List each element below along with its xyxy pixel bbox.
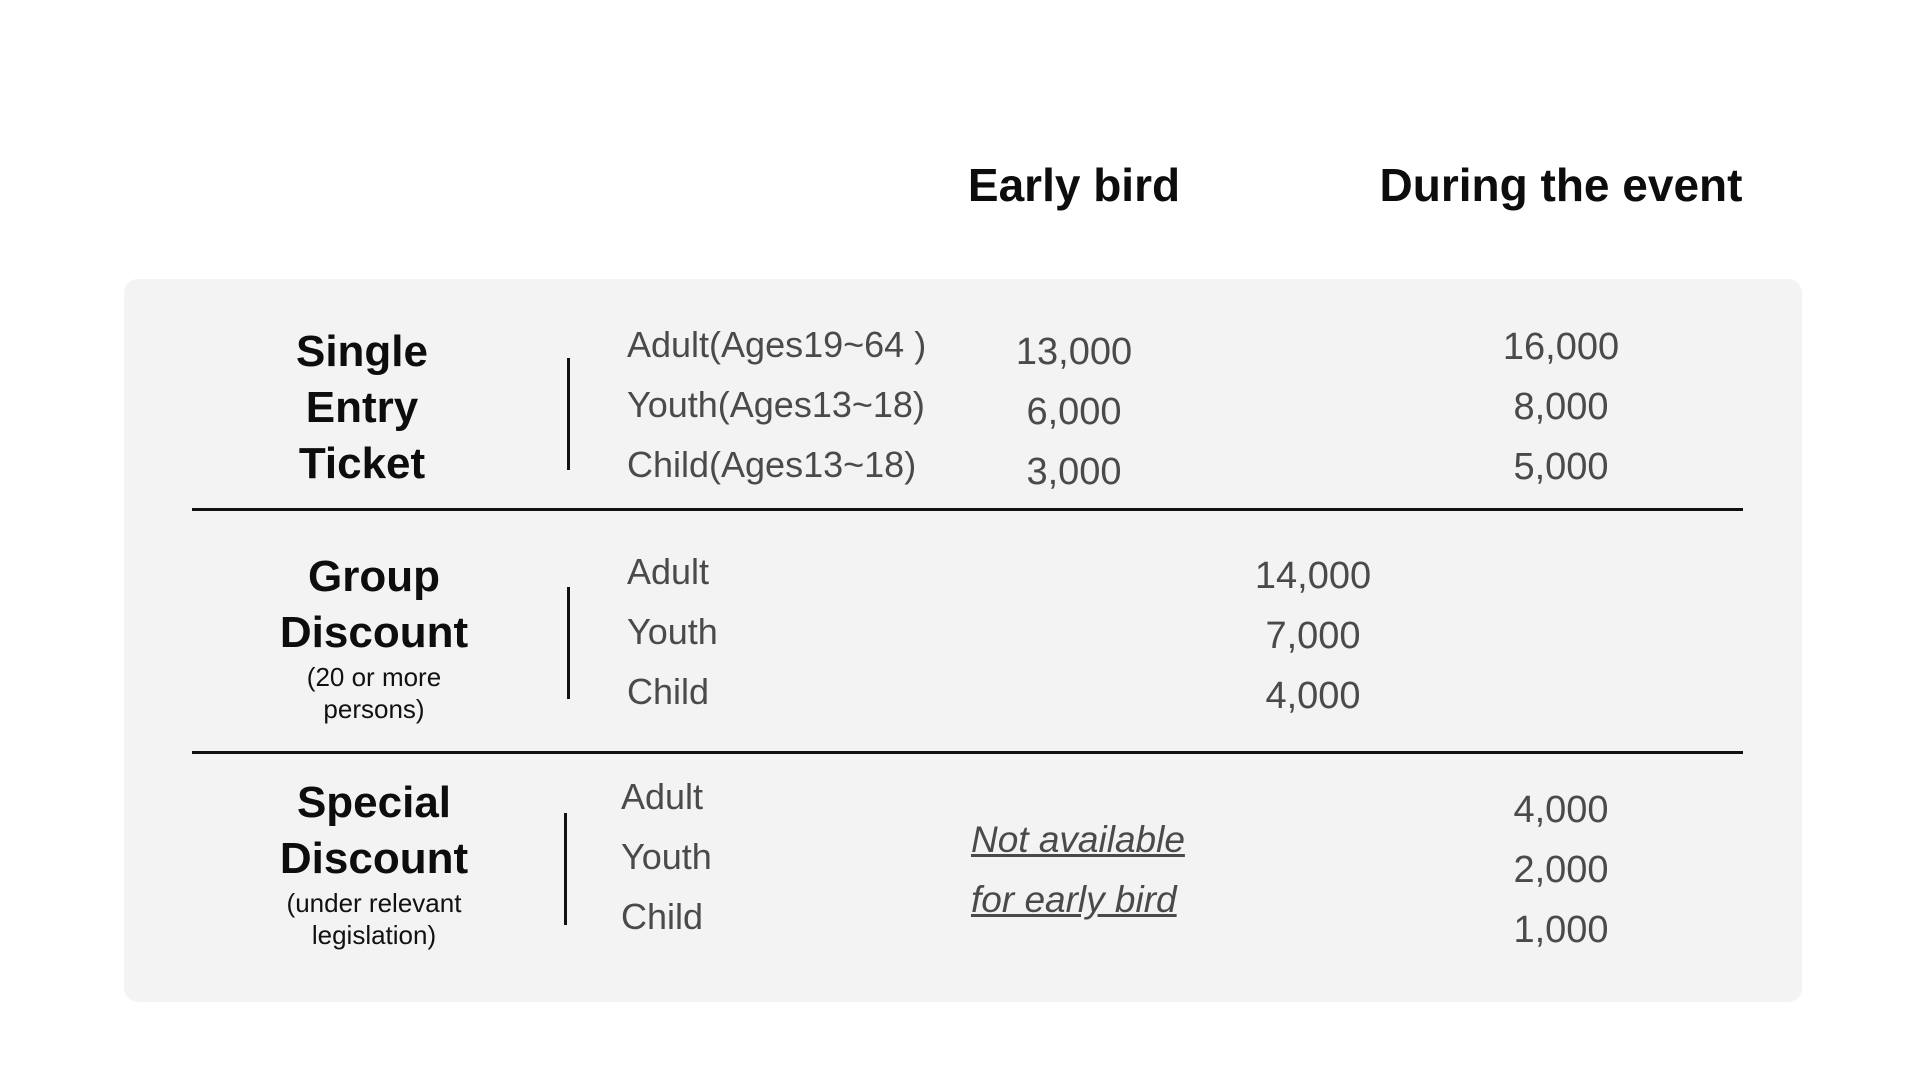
price-group-child: 4,000 [1265,675,1361,717]
group-title-group-discount [280,549,468,661]
divider-bar [567,587,570,699]
label-youth: Youth [627,611,718,652]
group-note [244,661,504,725]
row-separator [192,508,1743,511]
row-separator [192,751,1743,754]
header-during-event: During the event [1379,159,1743,211]
group-title-line: Special [296,778,452,827]
group-note-line: persons) [323,694,425,724]
price-early-bird-child: 3,000 [1026,451,1122,493]
price-group-adult: 14,000 [1254,555,1372,597]
price-early-bird-youth: 6,000 [1026,391,1122,433]
price-event-youth: 8,000 [1513,386,1609,428]
label-child: Child [621,896,704,937]
group-note [244,887,504,951]
group-title-single-entry [296,324,428,492]
price-special-youth: 2,000 [1513,849,1609,891]
group-title-line: Discount [279,834,469,883]
group-title-line: Ticket [298,439,426,488]
group-title-line: Group [308,552,440,601]
not-available-note-line: for early bird [971,879,1177,920]
price-group-youth: 7,000 [1265,615,1361,657]
label-youth: Youth(Ages13~18) [627,384,925,425]
price-event-child: 5,000 [1513,446,1609,488]
group-note-line: (under relevant [286,888,462,918]
not-available-note-line: Not available [971,819,1185,860]
label-adult: Adult [627,551,710,592]
label-child: Child [627,671,710,712]
price-early-bird-adult: 13,000 [1015,331,1133,373]
price-special-adult: 4,000 [1513,789,1609,831]
divider-bar [567,358,570,470]
label-child: Child(Ages13~18) [627,444,917,485]
label-adult: Adult [621,776,704,817]
header-early-bird: Early bird [967,159,1181,211]
divider-bar [564,813,567,925]
price-special-child: 1,000 [1513,909,1609,951]
group-note-line: legislation) [311,920,437,950]
group-title-line: Single [295,327,429,376]
price-event-adult: 16,000 [1502,326,1620,368]
group-title-line: Entry [305,383,419,432]
group-title-line: Discount [279,608,469,657]
group-note-line: (20 or more [306,662,442,692]
label-adult: Adult(Ages19~64 ) [627,324,927,365]
group-title-special-discount [280,775,468,887]
label-youth: Youth [621,836,712,877]
